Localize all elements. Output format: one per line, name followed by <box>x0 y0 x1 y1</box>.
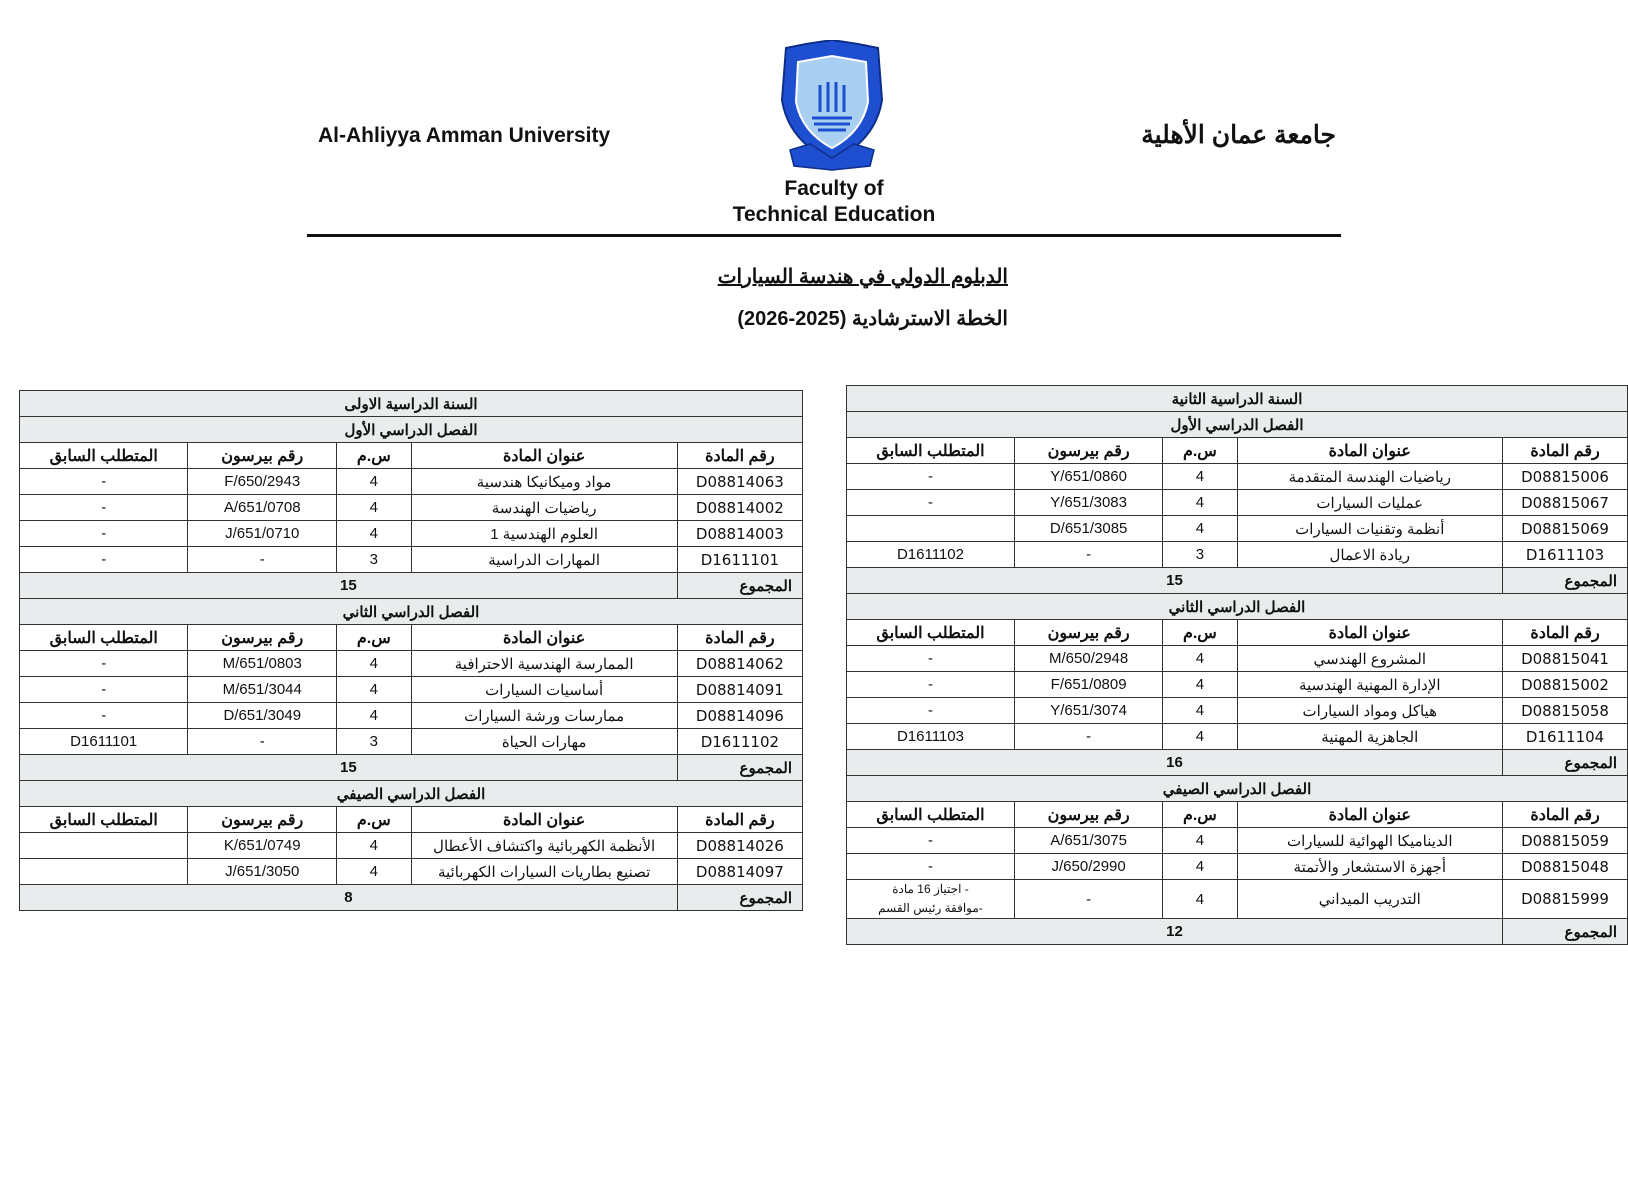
semester-title: الفصل الدراسي الثاني <box>847 594 1628 620</box>
course-prereq: - <box>847 854 1015 880</box>
course-credits: 4 <box>1163 490 1237 516</box>
column-header-credits: س.م <box>1163 802 1237 828</box>
course-prereq: - <box>847 646 1015 672</box>
course-code: D1611103 <box>1503 542 1628 568</box>
course-title: المهارات الدراسية <box>411 547 677 573</box>
course-code: D1611104 <box>1503 724 1628 750</box>
column-header-pearson: رقم بيرسون <box>188 625 337 651</box>
course-prereq: - <box>20 469 188 495</box>
column-header-row <box>847 802 1628 828</box>
course-prereq: - <box>847 672 1015 698</box>
course-pearson: - <box>1014 880 1162 919</box>
course-prereq <box>20 859 188 885</box>
course-row <box>847 828 1628 854</box>
course-row <box>847 880 1628 919</box>
course-title: عمليات السيارات <box>1237 490 1503 516</box>
plan-title: الخطة الاسترشادية (2025-2026) <box>737 308 1008 330</box>
column-header-code: رقم المادة <box>1503 438 1628 464</box>
semester-total: 12 <box>847 919 1503 945</box>
course-pearson: M/651/3044 <box>188 677 337 703</box>
column-header-prereq: المتطلب السابق <box>20 443 188 469</box>
course-credits: 3 <box>337 547 411 573</box>
course-row <box>847 464 1628 490</box>
course-prereq <box>847 516 1015 542</box>
university-name-ar: جامعة عمان الأهلية <box>1141 121 1336 149</box>
column-header-title: عنوان المادة <box>1237 802 1503 828</box>
faculty-name <box>700 176 968 228</box>
semester-total: 15 <box>20 755 678 781</box>
course-credits: 3 <box>1163 542 1237 568</box>
course-title: أنظمة وتقنيات السيارات <box>1237 516 1503 542</box>
column-header-row <box>20 443 803 469</box>
course-credits: 4 <box>1163 828 1237 854</box>
year-title: السنة الدراسية الثانية <box>847 386 1628 412</box>
column-header-row <box>20 807 803 833</box>
course-row <box>20 651 803 677</box>
semester-title-row <box>20 781 803 807</box>
course-prereq: - <box>847 698 1015 724</box>
column-header-code: رقم المادة <box>1503 802 1628 828</box>
column-header-code: رقم المادة <box>1503 620 1628 646</box>
course-prereq: - <box>20 521 188 547</box>
column-header-title: عنوان المادة <box>411 807 677 833</box>
course-title: الممارسة الهندسية الاحترافية <box>411 651 677 677</box>
semester-total: 16 <box>847 750 1503 776</box>
semester-total: 15 <box>20 573 678 599</box>
semester-title-row <box>20 599 803 625</box>
year-title: السنة الدراسية الاولى <box>20 391 803 417</box>
course-prereq: - <box>20 651 188 677</box>
course-row <box>20 703 803 729</box>
year-title-row <box>20 391 803 417</box>
column-header-title: عنوان المادة <box>1237 438 1503 464</box>
course-credits: 4 <box>337 521 411 547</box>
column-header-row <box>20 625 803 651</box>
year-1-table <box>19 390 803 911</box>
semester-title-row <box>20 417 803 443</box>
course-prereq: - <box>847 490 1015 516</box>
column-header-code: رقم المادة <box>677 443 802 469</box>
course-title: هياكل ومواد السيارات <box>1237 698 1503 724</box>
course-code: D08815006 <box>1503 464 1628 490</box>
course-code: D08815041 <box>1503 646 1628 672</box>
course-row <box>847 646 1628 672</box>
column-header-code: رقم المادة <box>677 625 802 651</box>
course-title: أجهزة الاستشعار والأتمتة <box>1237 854 1503 880</box>
course-pearson: D/651/3085 <box>1014 516 1162 542</box>
semester-total: 8 <box>20 885 678 911</box>
course-credits: 4 <box>1163 464 1237 490</box>
column-header-prereq: المتطلب السابق <box>847 620 1015 646</box>
course-pearson: D/651/3049 <box>188 703 337 729</box>
course-pearson: J/651/3050 <box>188 859 337 885</box>
course-title: الإدارة المهنية الهندسية <box>1237 672 1503 698</box>
course-pearson: K/651/0749 <box>188 833 337 859</box>
course-code: D1611101 <box>677 547 802 573</box>
course-credits: 4 <box>1163 516 1237 542</box>
course-row <box>20 495 803 521</box>
course-title: مواد وميكانيكا هندسية <box>411 469 677 495</box>
column-header-row <box>847 620 1628 646</box>
column-header-pearson: رقم بيرسون <box>1014 620 1162 646</box>
total-label: المجموع <box>677 755 802 781</box>
total-label: المجموع <box>1503 919 1628 945</box>
university-logo-icon <box>776 40 888 172</box>
course-row <box>847 672 1628 698</box>
course-code: D08815048 <box>1503 854 1628 880</box>
column-header-pearson: رقم بيرسون <box>1014 802 1162 828</box>
course-row <box>20 521 803 547</box>
course-credits: 3 <box>337 729 411 755</box>
course-pearson: A/651/0708 <box>188 495 337 521</box>
course-code: D08814097 <box>677 859 802 885</box>
course-pearson: Y/651/3074 <box>1014 698 1162 724</box>
course-code: D08814096 <box>677 703 802 729</box>
semester-title: الفصل الدراسي الصيفي <box>20 781 803 807</box>
course-pearson: F/650/2943 <box>188 469 337 495</box>
course-row <box>847 724 1628 750</box>
course-credits: 4 <box>337 469 411 495</box>
course-row <box>20 729 803 755</box>
course-credits: 4 <box>1163 698 1237 724</box>
course-code: D08815002 <box>1503 672 1628 698</box>
course-title: العلوم الهندسية 1 <box>411 521 677 547</box>
course-credits: 4 <box>1163 724 1237 750</box>
semester-total-row <box>847 568 1628 594</box>
course-credits: 4 <box>337 495 411 521</box>
university-name-en: Al-Ahliyya Amman University <box>318 124 611 147</box>
course-code: D1611102 <box>677 729 802 755</box>
total-label: المجموع <box>677 573 802 599</box>
column-header-pearson: رقم بيرسون <box>1014 438 1162 464</box>
course-title: رياضيات الهندسة <box>411 495 677 521</box>
course-pearson: J/651/0710 <box>188 521 337 547</box>
course-title: ريادة الاعمال <box>1237 542 1503 568</box>
semester-title: الفصل الدراسي الأول <box>20 417 803 443</box>
course-credits: 4 <box>1163 854 1237 880</box>
course-title: ممارسات ورشة السيارات <box>411 703 677 729</box>
course-row <box>847 516 1628 542</box>
course-title: تصنيع بطاريات السيارات الكهربائية <box>411 859 677 885</box>
course-prereq: D1611103 <box>847 724 1015 750</box>
column-header-title: عنوان المادة <box>1237 620 1503 646</box>
course-pearson: M/651/0803 <box>188 651 337 677</box>
semester-total-row <box>20 573 803 599</box>
course-credits: 4 <box>337 833 411 859</box>
total-label: المجموع <box>1503 750 1628 776</box>
course-credits: 4 <box>1163 880 1237 919</box>
course-prereq: - <box>20 703 188 729</box>
column-header-credits: س.م <box>1163 620 1237 646</box>
course-pearson: - <box>1014 542 1162 568</box>
course-code: D08814062 <box>677 651 802 677</box>
column-header-prereq: المتطلب السابق <box>847 802 1015 828</box>
course-title: أساسيات السيارات <box>411 677 677 703</box>
course-title: رياضيات الهندسة المتقدمة <box>1237 464 1503 490</box>
course-row <box>20 547 803 573</box>
course-row <box>847 490 1628 516</box>
prereq-line-2: -موافقة رئيس القسم <box>878 901 983 915</box>
column-header-pearson: رقم بيرسون <box>188 443 337 469</box>
year-title-row <box>847 386 1628 412</box>
course-code: D08815059 <box>1503 828 1628 854</box>
column-header-credits: س.م <box>337 807 411 833</box>
program-title <box>600 264 1008 289</box>
course-prereq: D1611102 <box>847 542 1015 568</box>
course-pearson: - <box>1014 724 1162 750</box>
column-header-row <box>847 438 1628 464</box>
course-prereq: - <box>20 495 188 521</box>
semester-total: 15 <box>847 568 1503 594</box>
course-credits: 4 <box>337 651 411 677</box>
course-code: D08814002 <box>677 495 802 521</box>
course-pearson: J/650/2990 <box>1014 854 1162 880</box>
course-credits: 4 <box>1163 646 1237 672</box>
course-code: D08815069 <box>1503 516 1628 542</box>
year-2-table <box>846 385 1628 945</box>
course-prereq <box>20 833 188 859</box>
course-title: مهارات الحياة <box>411 729 677 755</box>
semester-title-row <box>847 412 1628 438</box>
column-header-pearson: رقم بيرسون <box>188 807 337 833</box>
semester-total-row <box>847 750 1628 776</box>
prereq-line-1: - اجتياز 16 مادة <box>892 882 969 896</box>
column-header-title: عنوان المادة <box>411 443 677 469</box>
course-code: D08814003 <box>677 521 802 547</box>
semester-total-row <box>20 755 803 781</box>
course-prereq: D1611101 <box>20 729 188 755</box>
course-code: D08815999 <box>1503 880 1628 919</box>
course-title: المشروع الهندسي <box>1237 646 1503 672</box>
course-prereq: - <box>847 464 1015 490</box>
course-pearson: F/651/0809 <box>1014 672 1162 698</box>
course-credits: 4 <box>337 859 411 885</box>
column-header-prereq: المتطلب السابق <box>847 438 1015 464</box>
semester-title-row <box>847 776 1628 802</box>
semester-title: الفصل الدراسي الثاني <box>20 599 803 625</box>
faculty-line-2: Technical Education <box>732 203 936 226</box>
total-label: المجموع <box>677 885 802 911</box>
course-title: الديناميكا الهوائية للسيارات <box>1237 828 1503 854</box>
course-title: الجاهزية المهنية <box>1237 724 1503 750</box>
header-divider <box>307 234 1341 237</box>
course-row <box>847 854 1628 880</box>
course-credits: 4 <box>1163 672 1237 698</box>
course-row <box>847 542 1628 568</box>
course-prereq: - <box>847 828 1015 854</box>
course-prereq: - <box>20 547 188 573</box>
course-title: الأنظمة الكهربائية واكتشاف الأعطال <box>411 833 677 859</box>
semester-total-row <box>20 885 803 911</box>
semester-title: الفصل الدراسي الصيفي <box>847 776 1628 802</box>
course-pearson: Y/651/3083 <box>1014 490 1162 516</box>
course-row <box>20 469 803 495</box>
course-row <box>20 677 803 703</box>
course-pearson: - <box>188 729 337 755</box>
semester-title: الفصل الدراسي الأول <box>847 412 1628 438</box>
column-header-credits: س.م <box>337 625 411 651</box>
course-code: D08815058 <box>1503 698 1628 724</box>
program-title-text: الدبلوم الدولي في هندسة السيارات <box>717 266 1008 288</box>
course-code: D08814026 <box>677 833 802 859</box>
course-prereq <box>847 880 1015 919</box>
course-code: D08815067 <box>1503 490 1628 516</box>
column-header-credits: س.م <box>1163 438 1237 464</box>
faculty-line-1: Faculty of <box>784 177 884 200</box>
course-credits: 4 <box>337 677 411 703</box>
course-title: التدريب الميداني <box>1237 880 1503 919</box>
course-row <box>20 859 803 885</box>
column-header-credits: س.م <box>337 443 411 469</box>
course-code: D08814063 <box>677 469 802 495</box>
course-pearson: - <box>188 547 337 573</box>
column-header-prereq: المتطلب السابق <box>20 625 188 651</box>
course-row <box>20 833 803 859</box>
course-row <box>847 698 1628 724</box>
course-prereq: - <box>20 677 188 703</box>
course-pearson: Y/651/0860 <box>1014 464 1162 490</box>
column-header-title: عنوان المادة <box>411 625 677 651</box>
course-code: D08814091 <box>677 677 802 703</box>
total-label: المجموع <box>1503 568 1628 594</box>
course-pearson: A/651/3075 <box>1014 828 1162 854</box>
semester-title-row <box>847 594 1628 620</box>
column-header-code: رقم المادة <box>677 807 802 833</box>
course-pearson: M/650/2948 <box>1014 646 1162 672</box>
semester-total-row <box>847 919 1628 945</box>
course-credits: 4 <box>337 703 411 729</box>
column-header-prereq: المتطلب السابق <box>20 807 188 833</box>
